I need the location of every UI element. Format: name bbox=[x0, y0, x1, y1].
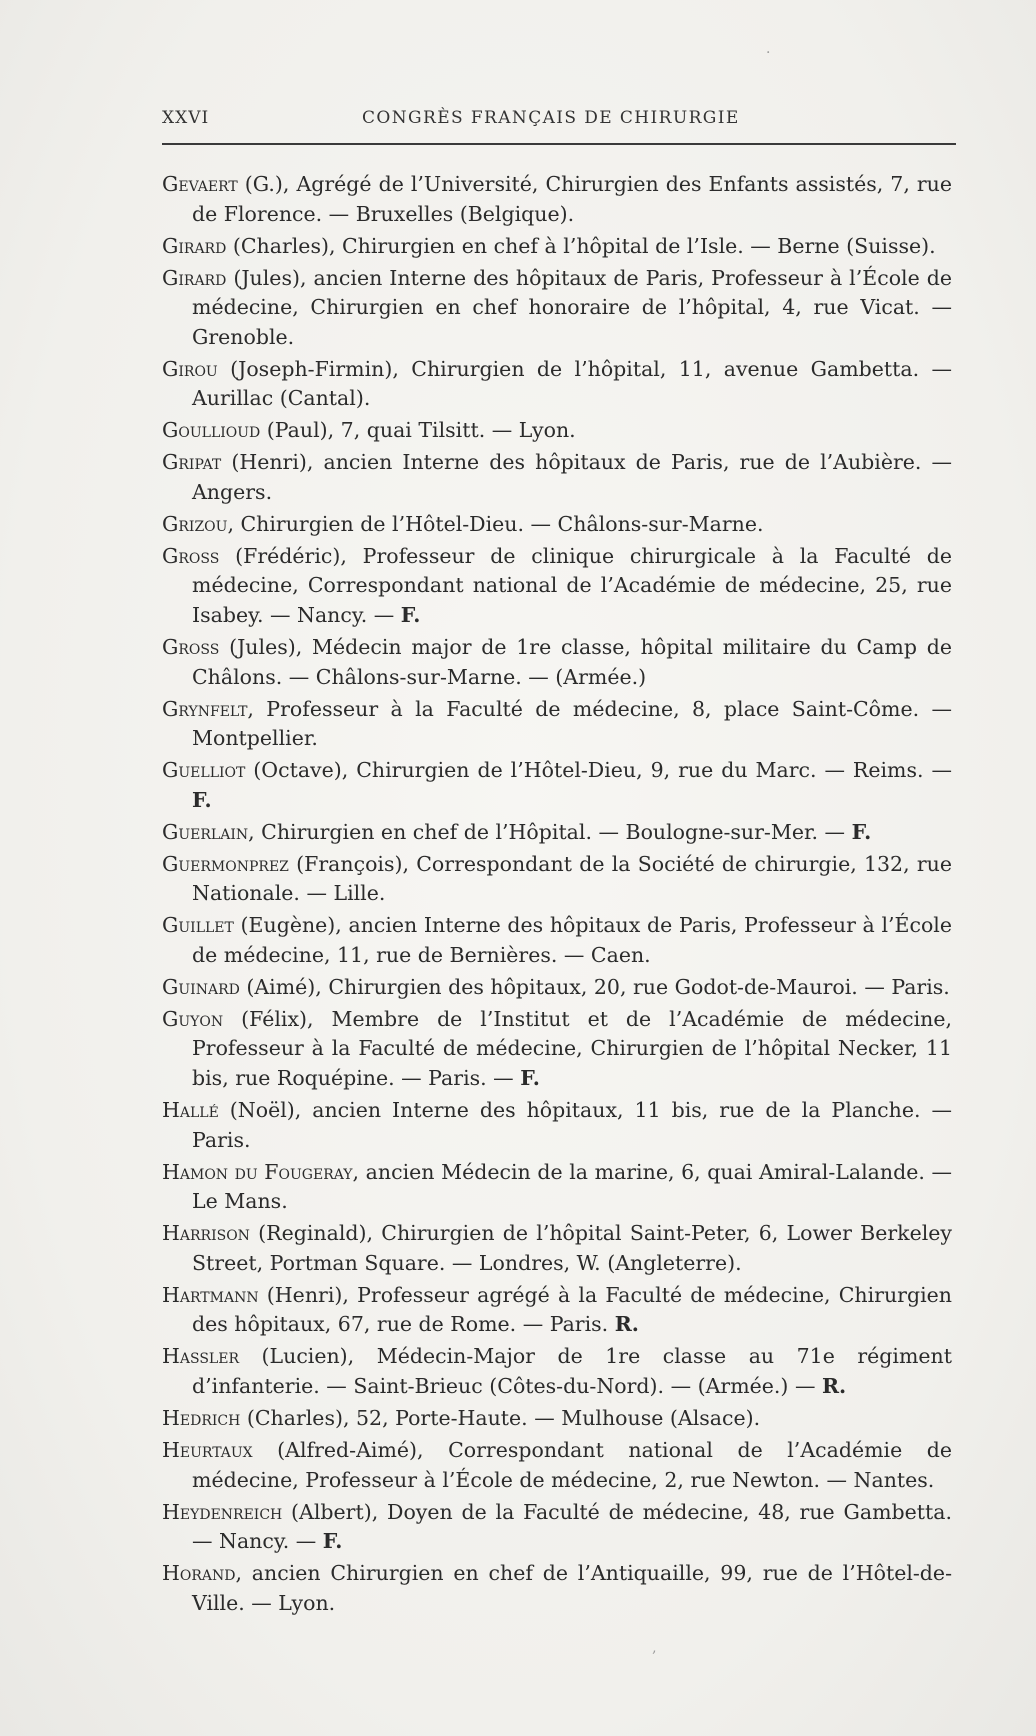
entry-text: (Alfred-Aimé), Correspondant national de l’Académie de médecine, Professeur à l’École de médecine, 2, rue Newton. — Nantes. bbox=[192, 1437, 952, 1492]
entry-surname: Gevaert bbox=[162, 172, 238, 196]
header-rule bbox=[162, 143, 956, 145]
entry-surname: Heydenreich bbox=[162, 1499, 283, 1524]
list-item bbox=[162, 232, 952, 262]
list-item bbox=[162, 1005, 952, 1094]
list-item bbox=[162, 170, 952, 229]
entry-text: (Félix), Membre de l’Institut et de l’Académie de médecine, Professeur à la Faculté de médecine, Chirurgien de l’hôpital Necker, 11 bis, rue Roquépine. — Paris. — bbox=[192, 1006, 952, 1091]
list-item bbox=[162, 542, 952, 631]
entry-text: (Octave), Chirurgien de l’Hôtel-Dieu, 9, rue du Marc. — Reims. — bbox=[245, 758, 952, 783]
status-mark: R. bbox=[614, 1312, 639, 1337]
entry-surname: Girard bbox=[162, 233, 227, 258]
entry-surname: Guillet bbox=[162, 913, 234, 938]
status-mark: F. bbox=[322, 1529, 343, 1554]
entry-surname: Harrison bbox=[162, 1221, 250, 1246]
entry-text: (Noël), ancien Interne des hôpitaux, 11 bis, rue de la Planche. — Paris. bbox=[192, 1098, 952, 1152]
entry-text: , ancien Médecin de la marine, 6, quai Amiral-Lalande. — Le Mans. bbox=[192, 1159, 952, 1214]
list-item bbox=[162, 1281, 952, 1340]
entry-text: (Reginald), Chirurgien de l’hôpital Saint-Peter, 6, Lower Berkeley Street, Portman Square. — Londres, W. (Angleterre). bbox=[192, 1221, 952, 1275]
entry-text: (Jules), Médecin major de 1re classe, hôpital militaire du Camp de Châlons. — Châlons-sur-Marne. — (Armée.) bbox=[192, 635, 952, 689]
entry-text: (François), Correspondant de la Société de chirurgie, 132, rue Nationale. — Lille. bbox=[192, 851, 952, 906]
entry-text: , Professeur à la Faculté de médecine, 8, place Saint-Côme. — Montpellier. bbox=[192, 696, 952, 751]
entry-text: (Henri), Professeur agrégé à la Faculté de médecine, Chirurgien des hôpitaux, 67, rue de Rome. — Paris. bbox=[192, 1282, 952, 1337]
status-mark: R. bbox=[821, 1373, 847, 1398]
entry-text: (Charles), Chirurgien en chef à l’hôpital de l’Isle. — Berne (Suisse). bbox=[226, 233, 936, 258]
list-item bbox=[162, 1219, 952, 1278]
entry-surname: Girou bbox=[162, 356, 218, 381]
entry-surname: Guyon bbox=[162, 1006, 224, 1031]
entry-text: (Jules), ancien Interne des hôpitaux de Paris, Professeur à l’École de médecine, Chirurgien en chef honoraire de l’hôpital, 4, rue Vicat. — Grenoble. bbox=[192, 265, 952, 349]
entry-surname: Hedrich bbox=[162, 1405, 241, 1430]
entry-text: , ancien Chirurgien en chef de l’Antiquaille, 99, rue de l’Hôtel-de-Ville. — Lyon. bbox=[192, 1561, 952, 1615]
list-item bbox=[162, 1498, 952, 1557]
entry-surname: Guerlain bbox=[162, 819, 249, 844]
entry-surname: Gripat bbox=[162, 450, 222, 475]
list-item bbox=[162, 850, 952, 909]
list-item bbox=[162, 1436, 952, 1495]
entry-text: (G.), Agrégé de l’Université, Chirurgien des Enfants assistés, 7, rue de Florence. — Bruxelles (Belgique). bbox=[192, 172, 952, 226]
list-item bbox=[162, 448, 952, 507]
list-item bbox=[162, 1559, 952, 1618]
entry-surname: Grizou bbox=[162, 511, 228, 536]
entry-surname: Guermonprez bbox=[162, 851, 289, 876]
list-item bbox=[162, 818, 952, 848]
entry-text: (Aimé), Chirurgien des hôpitaux, 20, rue Godot-de-Mauroi. — Paris. bbox=[239, 974, 950, 999]
entry-surname: Hallé bbox=[162, 1098, 219, 1123]
status-mark: F. bbox=[851, 819, 872, 844]
list-item bbox=[162, 264, 952, 353]
status-mark: F. bbox=[400, 603, 421, 628]
entry-surname: Horand bbox=[162, 1561, 236, 1586]
entry-text: (Paul), 7, quai Tilsitt. — Lyon. bbox=[260, 418, 576, 443]
running-title: CONGRÈS FRANÇAIS DE CHIRURGIE bbox=[362, 108, 740, 128]
list-item bbox=[162, 695, 952, 754]
list-item bbox=[162, 633, 952, 692]
stray-ink-mark: ‚ bbox=[652, 1640, 657, 1656]
entry-text: (Lucien), Médecin-Major de 1re classe au 71e régiment d’infanterie. — Saint-Brieuc (Côtes-du-Nord). — (Armée.) — bbox=[192, 1344, 952, 1398]
entry-surname: Hamon du Fougeray bbox=[162, 1159, 353, 1184]
entry-text: (Charles), 52, Porte-Haute. — Mulhouse (Alsace). bbox=[240, 1405, 761, 1430]
page-header bbox=[162, 106, 956, 136]
status-mark: F. bbox=[520, 1066, 540, 1091]
entry-list bbox=[162, 170, 952, 1621]
entry-surname: Guinard bbox=[162, 974, 240, 999]
list-item bbox=[162, 1158, 952, 1217]
entry-surname: Girard bbox=[162, 265, 227, 290]
entry-text: (Albert), Doyen de la Faculté de médecine, 48, rue Gambetta. — Nancy. — bbox=[192, 1499, 952, 1554]
entry-surname: Hassler bbox=[162, 1344, 239, 1369]
entry-text: , Chirurgien en chef de l’Hôpital. — Boulogne-sur-Mer. — bbox=[248, 819, 852, 844]
list-item bbox=[162, 911, 952, 970]
entry-surname: Guelliot bbox=[162, 758, 246, 783]
entry-surname: Hartmann bbox=[162, 1282, 259, 1307]
entry-text: , Chirurgien de l’Hôtel-Dieu. — Châlons-sur-Marne. bbox=[227, 511, 764, 536]
stray-ink-mark: · bbox=[766, 45, 771, 61]
entry-surname: Gross bbox=[162, 635, 220, 660]
entry-text: (Frédéric), Professeur de clinique chirurgicale à la Faculté de médecine, Correspondant national de l’Académie de médecine, 25, rue Isabey. — Nancy. — bbox=[192, 543, 952, 628]
status-mark: F. bbox=[192, 787, 212, 812]
entry-surname: Grynfelt bbox=[162, 696, 248, 721]
entry-text: (Henri), ancien Interne des hôpitaux de Paris, rue de l’Aubière. — Angers. bbox=[192, 450, 952, 504]
entry-surname: Goullioud bbox=[162, 418, 261, 443]
list-item bbox=[162, 756, 952, 815]
list-item bbox=[162, 1404, 952, 1434]
list-item bbox=[162, 1342, 952, 1401]
page-number: XXVI bbox=[162, 108, 210, 128]
entry-surname: Heurtaux bbox=[162, 1437, 253, 1462]
entry-text: (Joseph-Firmin), Chirurgien de l’hôpital, 11, avenue Gambetta. — Aurillac (Cantal). bbox=[192, 356, 952, 411]
list-item bbox=[162, 1096, 952, 1155]
list-item bbox=[162, 355, 952, 414]
entry-surname: Gross bbox=[162, 543, 220, 568]
list-item bbox=[162, 416, 952, 446]
list-item bbox=[162, 973, 952, 1003]
entry-text: (Eugène), ancien Interne des hôpitaux de Paris, Professeur à l’École de médecine, 11, rue de Bernières. — Caen. bbox=[192, 913, 952, 967]
list-item bbox=[162, 510, 952, 540]
